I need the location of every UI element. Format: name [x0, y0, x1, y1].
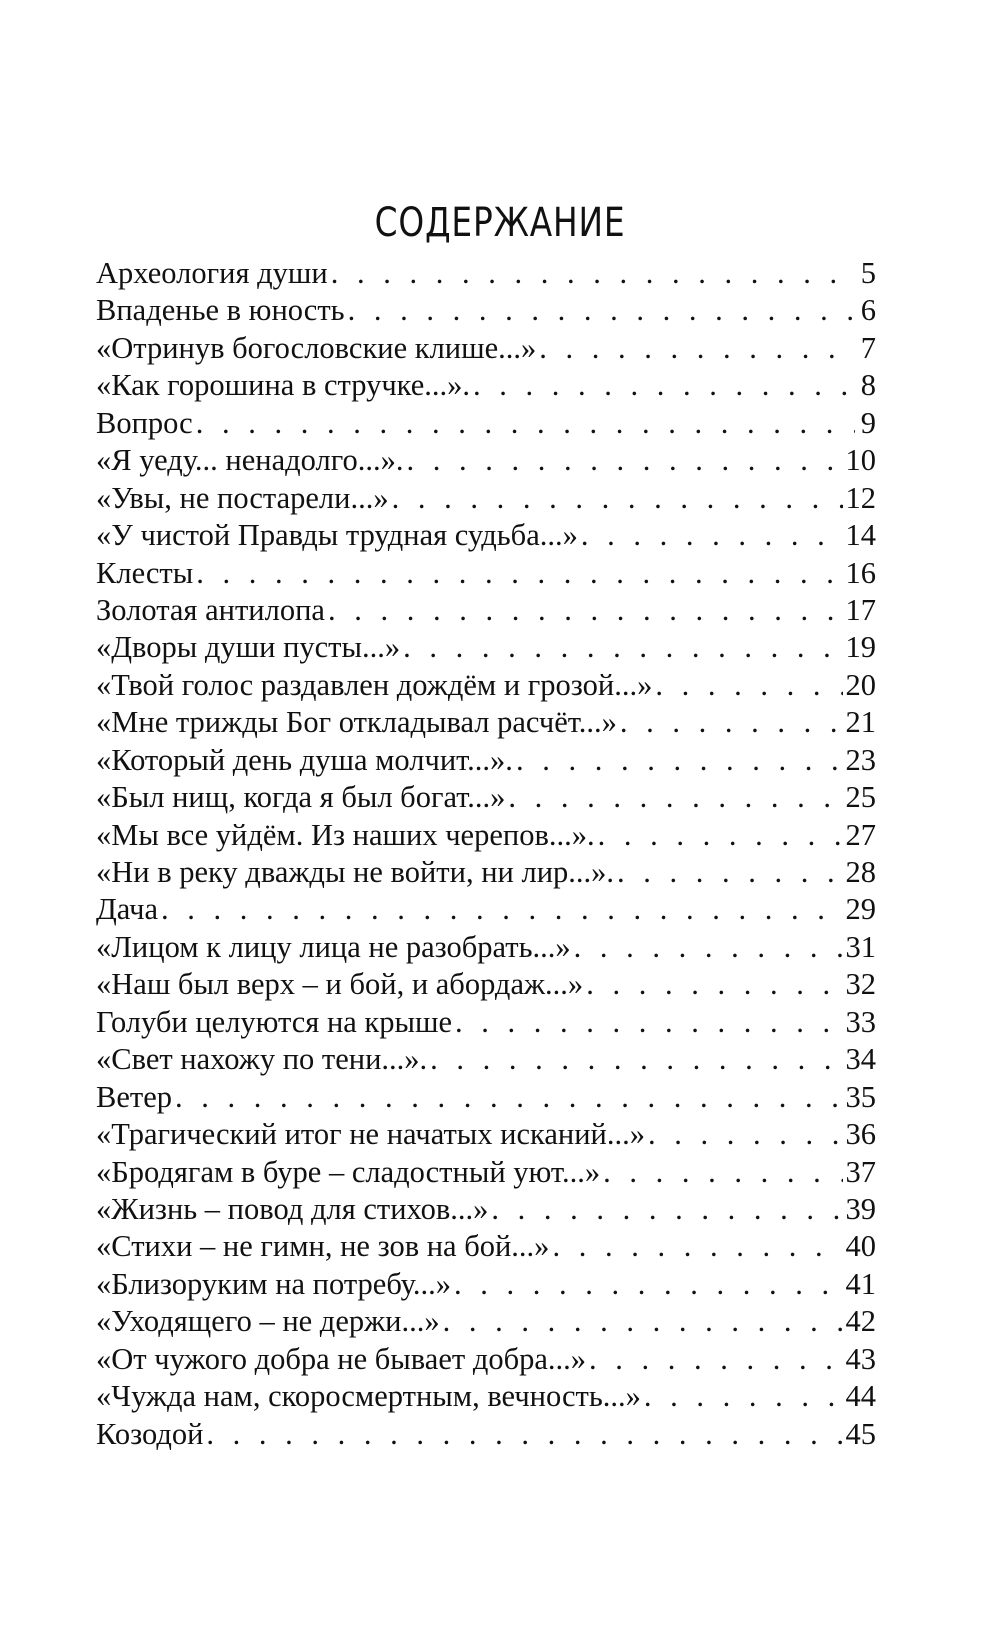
toc-entry [96, 1416, 876, 1453]
toc-entry-title: «Свет нахожу по тени...». [96, 1042, 428, 1077]
toc-entry-page-number: 7 [860, 330, 876, 365]
toc-entry [96, 929, 876, 966]
toc-entry [96, 891, 876, 928]
toc-dot-leader [443, 1303, 843, 1340]
toc-entry [96, 817, 876, 854]
toc-entry-title: «Был нищ, когда я был богат...» [96, 780, 506, 815]
toc-dot-leader [508, 779, 842, 816]
toc-entry [96, 854, 876, 891]
toc-entry [96, 255, 876, 292]
toc-dot-leader [620, 704, 843, 741]
toc-entry [96, 292, 876, 329]
toc-entry [96, 555, 876, 592]
toc-dot-leader [196, 405, 855, 442]
toc-entry-page-number: 39 [845, 1191, 876, 1226]
toc-entry [96, 367, 876, 404]
toc-entry-title: «Наш был верх – и бой, и абордаж...» [96, 967, 584, 1002]
toc-entry [96, 442, 876, 479]
toc-entry-page-number: 40 [845, 1229, 876, 1264]
toc-entry-page-number: 44 [845, 1379, 876, 1414]
toc-entry-title: «Я уеду... ненадолго...». [96, 443, 404, 478]
toc-entry-title: «Твой голос раздавлен дождём и грозой...» [96, 667, 653, 702]
toc-entry-title: «Чужда нам, скоросмертным, вечность...» [96, 1379, 641, 1414]
toc-entry [96, 1303, 876, 1340]
toc-dot-leader [196, 555, 842, 592]
toc-entry-page-number: 45 [845, 1416, 876, 1451]
page-title: СОДЕРЖАНИЕ [374, 199, 626, 246]
toc-entry-page-number: 6 [860, 293, 876, 328]
toc-entry-title: Клесты [96, 555, 194, 590]
toc-entry [96, 1378, 876, 1415]
toc-dot-leader [206, 1416, 842, 1453]
toc-entry [96, 517, 876, 554]
toc-entry [96, 330, 876, 367]
toc-dot-leader [586, 966, 842, 1003]
toc-dot-leader [430, 1041, 842, 1078]
toc-dot-leader [603, 1154, 842, 1191]
toc-dot-leader [161, 891, 843, 928]
toc-dot-leader [403, 629, 842, 666]
toc-entry [96, 1341, 876, 1378]
toc-entry-title: «Ни в реку дважды не войти, ни лир...». [96, 855, 615, 889]
toc-dot-leader [655, 667, 842, 704]
toc-entry [96, 1004, 876, 1041]
toc-entry-title: Козодой [96, 1416, 204, 1451]
toc-entry-title: «Трагический итог не начатых исканий...» [96, 1117, 645, 1152]
toc-entry-page-number: 17 [845, 592, 876, 627]
toc-entry-page-number: 41 [845, 1266, 876, 1301]
toc-entry [96, 592, 876, 629]
toc-entry [96, 480, 876, 517]
toc-entry [96, 704, 876, 741]
toc-entry-title: «Стихи – не гимн, не зов на бой...» [96, 1229, 550, 1264]
toc-entry-title: «Мне трижды Бог откладывал расчёт...» [96, 705, 617, 740]
toc-entry-page-number: 12 [845, 480, 876, 515]
toc-entry-title: «Увы, не постарели...» [96, 480, 389, 515]
toc-entry-page-number: 20 [845, 667, 876, 702]
toc-entry [96, 1041, 876, 1078]
toc-dot-leader [473, 367, 855, 404]
toc-entry-title: «Как горошина в стручке...». [96, 368, 471, 403]
toc-entry [96, 1191, 876, 1228]
toc-entry [96, 1266, 876, 1303]
toc-dot-leader [331, 255, 855, 292]
toc-entry-title: «От чужого добра не бывает добра...» [96, 1341, 587, 1376]
toc-dot-leader [574, 929, 843, 966]
toc-entry-title: «Который день душа молчит...». [96, 742, 513, 777]
toc-entry [96, 779, 876, 816]
toc-entry-title: Археология души [96, 256, 328, 290]
toc-dot-leader [598, 817, 843, 854]
toc-entry-page-number: 29 [845, 892, 876, 927]
toc-entry-page-number: 25 [845, 780, 876, 815]
toc-entry-page-number: 28 [845, 855, 876, 889]
toc-entry-title: «У чистой Правды трудная судьба...» [96, 518, 578, 553]
toc-entry-title: «Дворы души пусты...» [96, 630, 401, 665]
toc-entry-page-number: 19 [845, 630, 876, 665]
toc-dot-leader [454, 1266, 842, 1303]
toc-entry [96, 1116, 876, 1153]
toc-entry [96, 405, 876, 442]
toc-dot-leader [617, 854, 842, 891]
toc-dot-leader [516, 742, 843, 779]
toc-entry-page-number: 32 [845, 967, 876, 1002]
toc-entry-page-number: 35 [845, 1079, 876, 1114]
toc-entry-page-number: 31 [845, 929, 876, 964]
toc-entry-title: Дача [96, 892, 158, 927]
toc-entry-page-number: 42 [845, 1304, 876, 1339]
toc-entry [96, 1079, 876, 1116]
table-of-contents [96, 255, 876, 1453]
toc-entry-title: Голуби целуются на крыше [96, 1004, 453, 1039]
toc-entry-title: «Бродягам в буре – сладостный уют...» [96, 1154, 601, 1189]
toc-entry-title: Впаденье в юность [96, 293, 345, 328]
toc-entry-page-number: 10 [845, 443, 876, 478]
toc-entry [96, 966, 876, 1003]
toc-entry-page-number: 27 [845, 817, 876, 852]
toc-entry-title: «Мы все уйдём. Из наших черепов...». [96, 817, 595, 852]
toc-dot-leader [644, 1378, 843, 1415]
toc-entry-title: «Жизнь – повод для стихов...» [96, 1191, 489, 1226]
toc-entry [96, 629, 876, 666]
toc-entry [96, 742, 876, 779]
toc-entry-page-number: 36 [845, 1117, 876, 1152]
toc-dot-leader [539, 330, 855, 367]
toc-entry-page-number: 8 [860, 368, 876, 403]
toc-dot-leader [406, 442, 842, 479]
toc-entry-page-number: 37 [845, 1154, 876, 1189]
toc-entry-page-number: 34 [845, 1042, 876, 1077]
toc-dot-leader [328, 592, 843, 629]
toc-entry [96, 667, 876, 704]
toc-entry-title: Вопрос [96, 405, 193, 440]
toc-entry-page-number: 14 [845, 518, 876, 553]
toc-entry [96, 1228, 876, 1265]
toc-entry-title: «Лицом к лицу лица не разобрать...» [96, 929, 571, 964]
toc-entry-title: Ветер [96, 1079, 172, 1114]
toc-entry-page-number: 16 [845, 555, 876, 590]
toc-entry [96, 1154, 876, 1191]
toc-entry-page-number: 23 [845, 742, 876, 777]
toc-entry-title: «Близоруким на потребу...» [96, 1266, 452, 1301]
toc-entry-page-number: 21 [845, 705, 876, 740]
toc-dot-leader [348, 292, 855, 329]
toc-entry-page-number: 5 [860, 256, 876, 290]
toc-entry-page-number: 33 [845, 1004, 876, 1039]
toc-dot-leader [581, 517, 843, 554]
toc-dot-leader [455, 1004, 842, 1041]
toc-dot-leader [552, 1228, 842, 1265]
toc-entry-title: Золотая антилопа [96, 592, 325, 627]
toc-entry-page-number: 43 [845, 1341, 876, 1376]
toc-entry-title: «Уходящего – не держи...» [96, 1304, 440, 1339]
toc-entry-page-number: 9 [860, 405, 876, 440]
toc-dot-leader [491, 1191, 842, 1228]
toc-dot-leader [648, 1116, 843, 1153]
toc-dot-leader [175, 1079, 843, 1116]
toc-dot-leader [589, 1341, 842, 1378]
toc-entry-title: «Отринув богословские клише...» [96, 330, 537, 365]
toc-dot-leader [392, 480, 843, 517]
